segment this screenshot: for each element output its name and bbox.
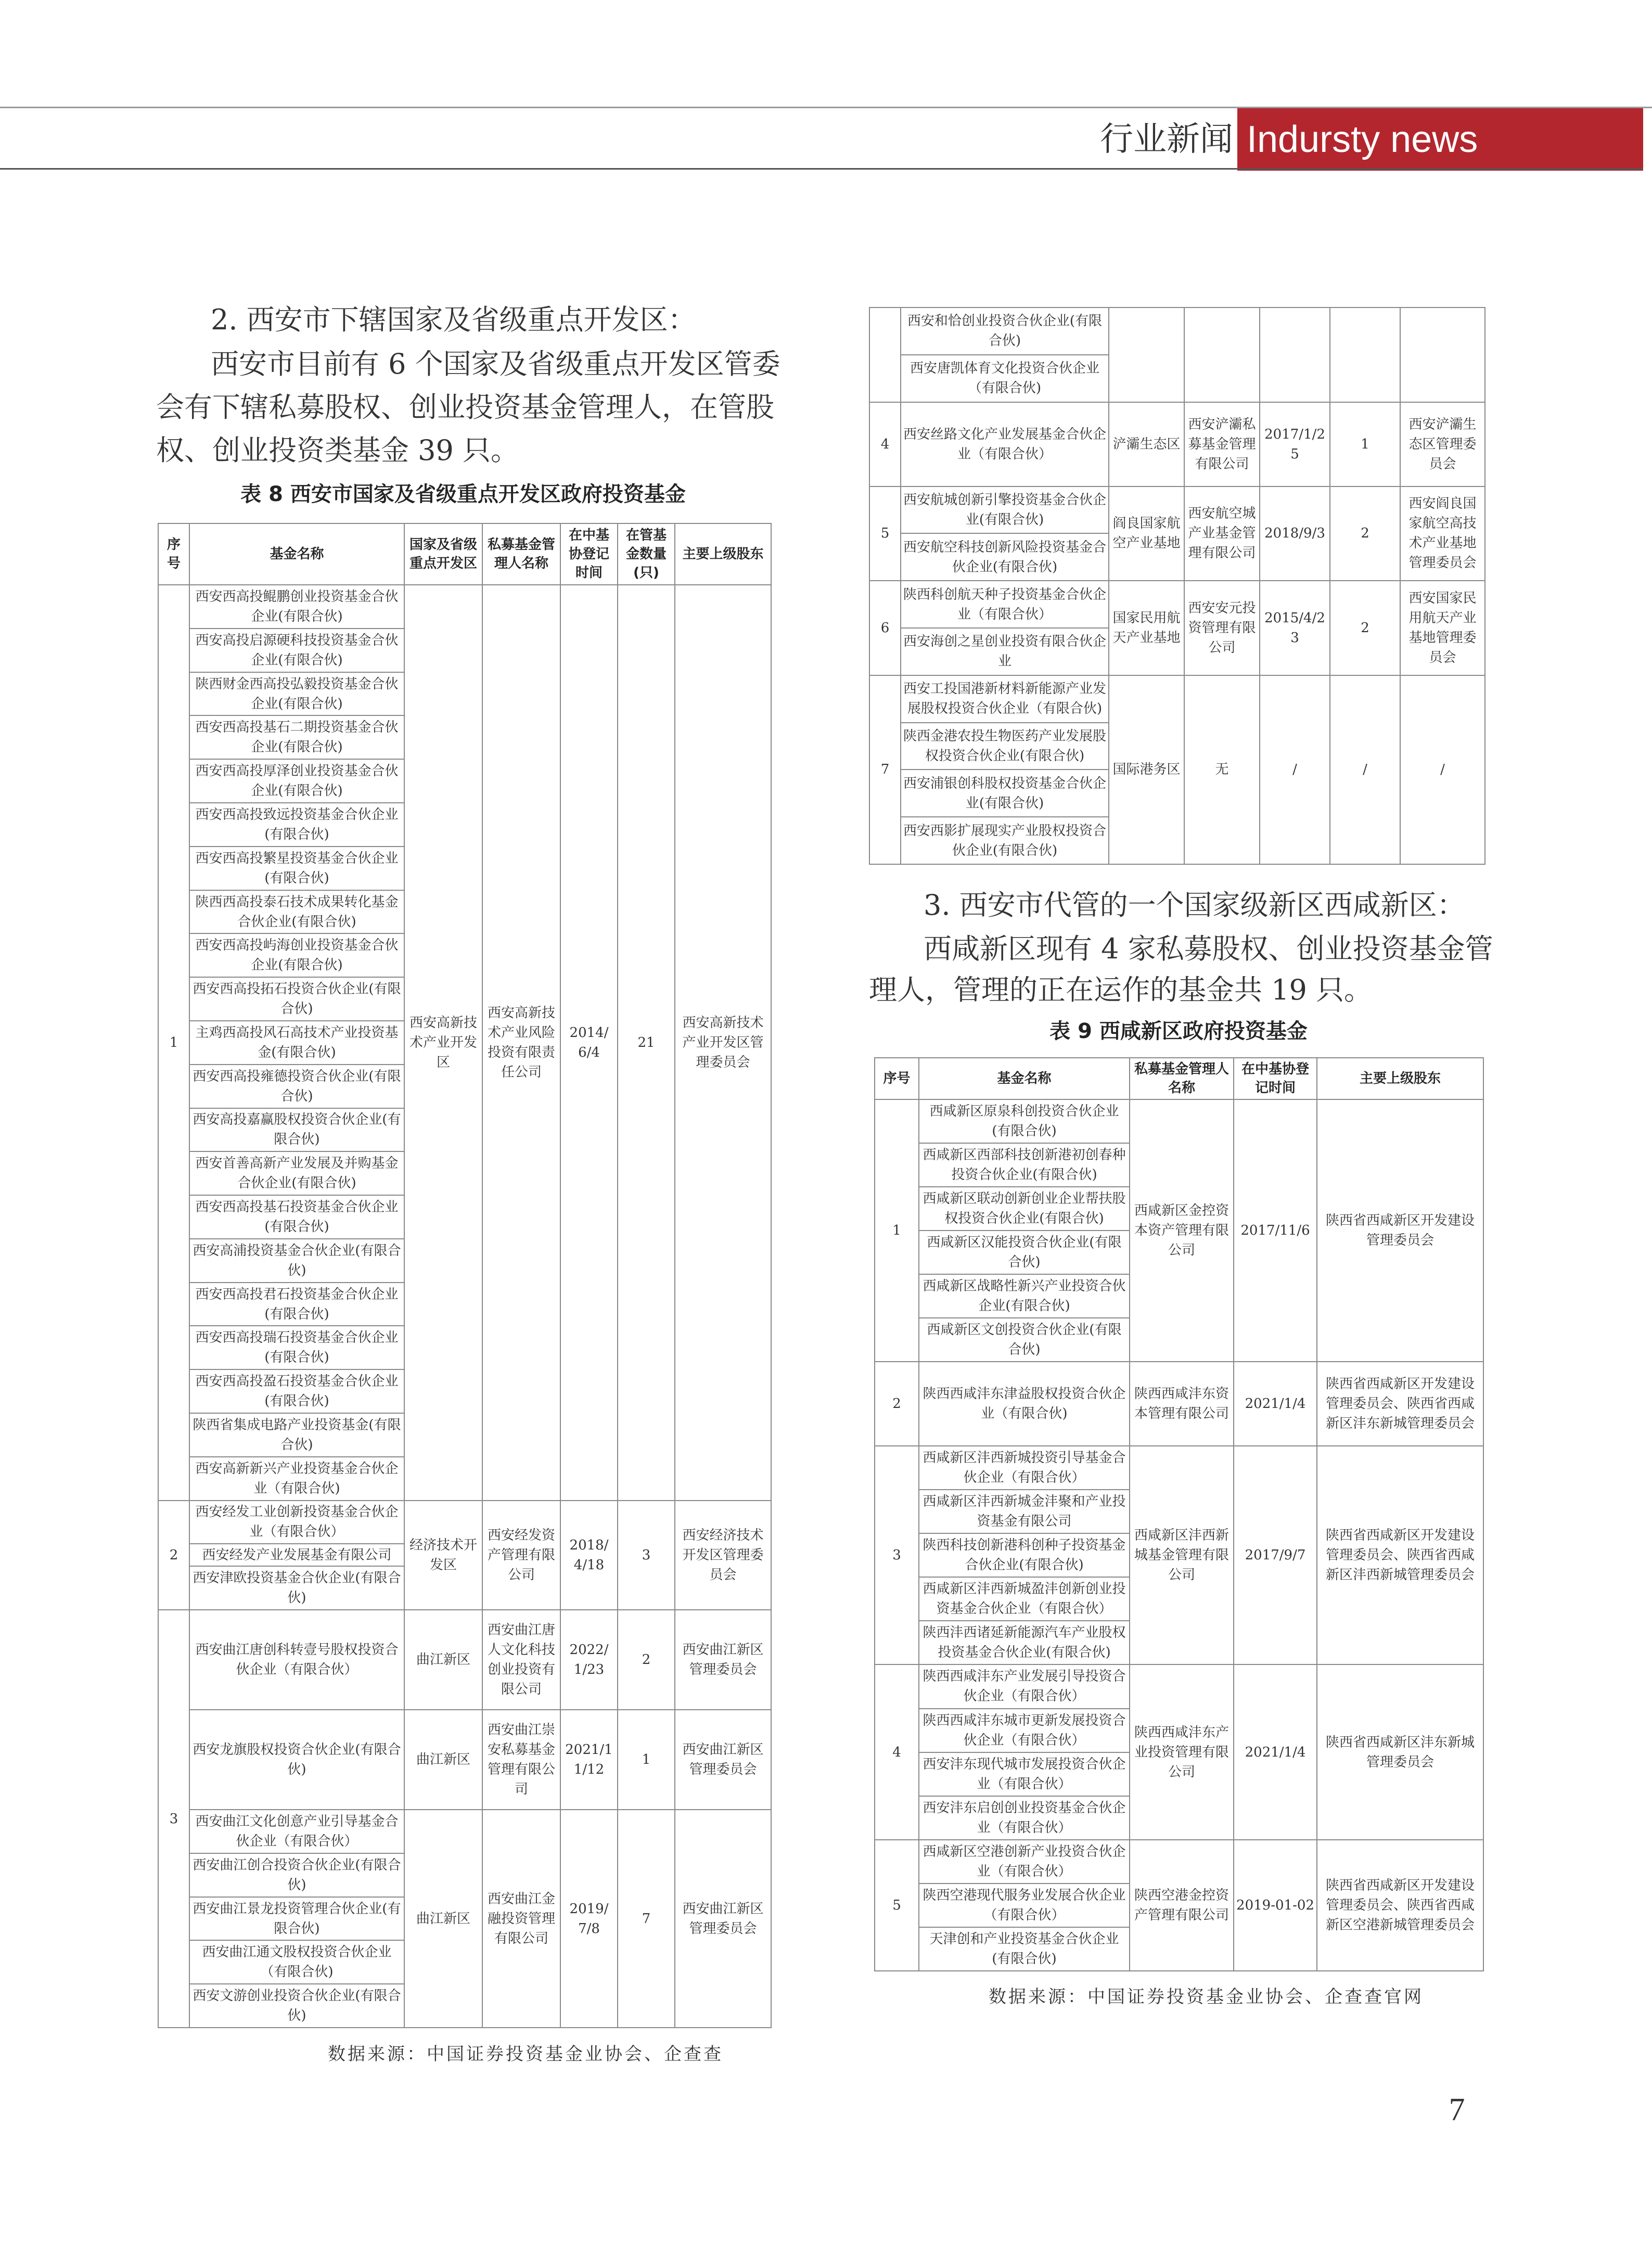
fund-manager: 西安安元投资管理有限公司 bbox=[1184, 581, 1260, 675]
fund-name: 西安唐凯体育文化投资合伙企业（有限合伙) bbox=[901, 355, 1109, 402]
row-number: 4 bbox=[869, 402, 901, 486]
table-row bbox=[869, 675, 1485, 723]
fund-count: 2 bbox=[1330, 486, 1400, 581]
fund-name: 西安丝路文化产业发展基金合伙企业（有限合伙） bbox=[901, 402, 1109, 486]
fund-count: / bbox=[1330, 675, 1400, 864]
row-number: 2 bbox=[158, 1501, 189, 1610]
fund-name: 西安西高投盈石投资基金合伙企业(有限合伙) bbox=[189, 1369, 404, 1413]
registration-date: 2015/4/23 bbox=[1260, 581, 1330, 675]
fund-manager: 西安曲江金融投资管理有限公司 bbox=[482, 1810, 560, 2028]
row-number: 4 bbox=[875, 1664, 919, 1839]
main-shareholder: / bbox=[1400, 675, 1485, 864]
table-row bbox=[875, 1664, 1483, 1708]
development-zone: 西安高新技术产业开发区 bbox=[404, 585, 482, 1500]
development-zone: 阎良国家航空产业基地 bbox=[1109, 486, 1184, 581]
fund-manager: 西安曲江唐人文化科技创业投资有限公司 bbox=[482, 1610, 560, 1710]
column-header: 私募基金管理人名称 bbox=[1130, 1058, 1234, 1099]
continued-cell bbox=[1260, 308, 1330, 402]
registration-date: 2018/9/3 bbox=[1260, 486, 1330, 581]
fund-manager: 西安浐灞私募基金管理有限公司 bbox=[1184, 402, 1260, 486]
main-shareholder: 西安曲江新区管理委员会 bbox=[675, 1710, 771, 1810]
fund-name: 西安航城创新引擎投资基金合伙企业(有限合伙) bbox=[901, 486, 1109, 534]
column-header: 基金名称 bbox=[919, 1058, 1130, 1099]
table9 bbox=[874, 1057, 1484, 1971]
fund-name: 西安西高投屿海创业投资基金合伙企业(有限合伙) bbox=[189, 933, 404, 977]
development-zone: 浐灞生态区 bbox=[1109, 402, 1184, 486]
fund-name: 西安沣东启创创业投资基金合伙企业（有限合伙） bbox=[919, 1796, 1130, 1840]
header-rule bbox=[0, 168, 1643, 170]
main-shareholder: 西安浐灞生态区管理委员会 bbox=[1400, 402, 1485, 486]
table-row bbox=[875, 1362, 1483, 1446]
registration-date: 2021/1/4 bbox=[1234, 1362, 1317, 1446]
main-shareholder: 西安高新技术产业开发区管理委员会 bbox=[675, 585, 771, 1500]
table9-caption: 表 9 西咸新区政府投资基金 bbox=[1049, 1019, 1308, 1043]
table-row bbox=[158, 1610, 771, 1710]
fund-name: 西咸新区沣西新城盈沣创新创业投资基金合伙企业（有限合伙） bbox=[919, 1577, 1130, 1621]
fund-name: 西安西高投雍德投资合伙企业(有限合伙) bbox=[189, 1065, 404, 1108]
fund-name: 西安航空科技创新风险投资基金合伙企业(有限合伙) bbox=[901, 533, 1109, 581]
fund-name: 西安西高投瑞石投资基金合伙企业(有限合伙) bbox=[189, 1326, 404, 1369]
section-heading-3: 3. 西安市代管的一个国家级新区西咸新区： bbox=[924, 889, 1465, 921]
fund-name: 西安曲江文化创意产业引导基金合伙企业（有限合伙） bbox=[189, 1810, 404, 1853]
table-row bbox=[875, 1099, 1483, 1143]
registration-date: / bbox=[1260, 675, 1330, 864]
fund-name: 西咸新区空港创新产业投资合伙企业（有限合伙） bbox=[919, 1840, 1130, 1884]
registration-date: 2021/1/4 bbox=[1234, 1664, 1317, 1839]
column-header: 在中基协登记时间 bbox=[560, 523, 618, 585]
fund-manager: 无 bbox=[1184, 675, 1260, 864]
fund-name: 西安工投国港新材料新能源产业发展股权投资合伙企业（有限合伙) bbox=[901, 675, 1109, 723]
registration-date: 2017/1/25 bbox=[1260, 402, 1330, 486]
fund-name: 西安曲江唐创科转壹号股权投资合伙企业（有限合伙） bbox=[189, 1610, 404, 1710]
fund-manager: 西咸新区沣西新城基金管理有限公司 bbox=[1130, 1446, 1234, 1664]
continued-cell bbox=[1109, 308, 1184, 402]
fund-name: 西安西高投厚泽创业投资基金合伙企业(有限合伙) bbox=[189, 759, 404, 803]
fund-name: 西安文游创业投资合伙企业(有限合伙) bbox=[189, 1984, 404, 2028]
fund-name: 陕西西咸沣东津益股权投资合伙企业（有限合伙) bbox=[919, 1362, 1130, 1446]
development-zone: 国际港务区 bbox=[1109, 675, 1184, 864]
fund-name: 西咸新区文创投资合伙企业(有限合伙) bbox=[919, 1318, 1130, 1362]
fund-name: 西咸新区联动创新创业企业帮扶股权投资合伙企业(有限合伙) bbox=[919, 1187, 1130, 1231]
fund-count: 2 bbox=[1330, 581, 1400, 675]
fund-name: 天津创和产业投资基金合伙企业(有限合伙) bbox=[919, 1927, 1130, 1971]
fund-name: 主鸡西高投风石高技术产业投资基金(有限合伙) bbox=[189, 1021, 404, 1065]
fund-name: 西咸新区沣西新城金沣聚和产业投资基金有限公司 bbox=[919, 1490, 1130, 1533]
column-header: 主要上级股东 bbox=[675, 523, 771, 585]
table9-source: 数据来源：中国证券投资基金业协会、企查查官网 bbox=[989, 1987, 1424, 2007]
main-shareholder: 陕西省西咸新区开发建设管理委员会 bbox=[1317, 1099, 1483, 1362]
fund-name: 西安高投嘉赢股权投资合伙企业(有限合伙) bbox=[189, 1108, 404, 1152]
fund-manager: 陕西西咸沣东资本管理有限公司 bbox=[1130, 1362, 1234, 1446]
fund-manager: 西安曲江崇安私募基金管理有限公司 bbox=[482, 1710, 560, 1810]
table-row bbox=[869, 581, 1485, 628]
fund-name: 西安经发工业创新投资基金合伙企业（有限合伙） bbox=[189, 1501, 404, 1544]
main-shareholder: 陕西省西咸新区开发建设管理委员会、陕西省西咸新区空港新城管理委员会 bbox=[1317, 1840, 1483, 1971]
table-row bbox=[869, 308, 1485, 355]
fund-name: 西咸新区战略性新兴产业投资合伙企业(有限合伙) bbox=[919, 1274, 1130, 1318]
page-number: 7 bbox=[1449, 2092, 1465, 2128]
fund-name: 西安西高投基石投资基金合伙企业(有限合伙) bbox=[189, 1195, 404, 1239]
fund-name: 陕西科创航天种子投资基金合伙企业（有限合伙） bbox=[901, 581, 1109, 628]
fund-manager: 陕西空港金控资产管理有限公司 bbox=[1130, 1840, 1234, 1971]
fund-name: 西咸新区汉能投资合伙企业(有限合伙) bbox=[919, 1231, 1130, 1274]
registration-date: 2021/11/12 bbox=[560, 1710, 618, 1810]
fund-name: 西安西高投鲲鹏创业投资基金合伙企业(有限合伙) bbox=[189, 585, 404, 629]
fund-name: 西安和恰创业投资合伙企业(有限合伙) bbox=[901, 308, 1109, 355]
fund-name: 陕西金港农投生物医药产业发展股权投资合伙企业(有限合伙) bbox=[901, 723, 1109, 770]
fund-name: 陕西空港现代服务业发展合伙企业（有限合伙） bbox=[919, 1884, 1130, 1927]
fund-name: 西安曲江景龙投资管理合伙企业(有限合伙) bbox=[189, 1897, 404, 1941]
table-row bbox=[158, 1710, 771, 1810]
fund-name: 西安沣东现代城市发展投资合伙企业（有限合伙） bbox=[919, 1752, 1130, 1796]
registration-date: 2017/11/6 bbox=[1234, 1099, 1317, 1362]
table-row bbox=[158, 1810, 771, 1853]
fund-name: 西安西高投君石投资基金合伙企业(有限合伙) bbox=[189, 1283, 404, 1326]
row-number: 3 bbox=[875, 1446, 919, 1664]
fund-name: 西安西高投基石二期投资基金合伙企业(有限合伙) bbox=[189, 715, 404, 759]
section-title-cn: 行业新闻 bbox=[1100, 120, 1233, 159]
main-shareholder: 陕西省西咸新区沣东新城管理委员会 bbox=[1317, 1664, 1483, 1839]
section-title-en: Indursty news bbox=[1237, 108, 1643, 171]
main-shareholder: 西安国家民用航天产业基地管理委员会 bbox=[1400, 581, 1485, 675]
fund-name: 陕西西高投泰石技术成果转化基金合伙企业(有限合伙) bbox=[189, 890, 404, 934]
fund-name: 西安曲江创合投资合伙企业(有限合伙) bbox=[189, 1853, 404, 1897]
registration-date: 2019/7/8 bbox=[560, 1810, 618, 2028]
column-header: 在管基金数量(只) bbox=[618, 523, 675, 585]
registration-date: 2018/4/18 bbox=[560, 1501, 618, 1610]
header-row bbox=[875, 1058, 1483, 1099]
row-number: 7 bbox=[869, 675, 901, 864]
fund-name: 西安海创之星创业投资有限合伙企业 bbox=[901, 628, 1109, 675]
registration-date: 2014/6/4 bbox=[560, 585, 618, 1500]
table-row bbox=[875, 1446, 1483, 1490]
paragraph-line: 权、创业投资类基金 39 只。 bbox=[156, 434, 519, 467]
development-zone: 曲江新区 bbox=[404, 1810, 482, 2028]
fund-name: 西咸新区西部科技创新港初创春种投资合伙企业(有限合伙) bbox=[919, 1143, 1130, 1187]
column-header: 序号 bbox=[158, 523, 189, 585]
fund-name: 西安高浦投资基金合伙企业(有限合伙) bbox=[189, 1239, 404, 1283]
fund-name: 西安曲江通文股权投资合伙企业（有限合伙) bbox=[189, 1940, 404, 1984]
development-zone: 曲江新区 bbox=[404, 1710, 482, 1810]
table-row bbox=[875, 1840, 1483, 1884]
fund-name: 西安高新新兴产业投资基金合伙企业（有限合伙) bbox=[189, 1457, 404, 1501]
table-row bbox=[158, 585, 771, 629]
paragraph-line: 理人，管理的正在运作的基金共 19 只。 bbox=[869, 973, 1373, 1006]
table8-caption: 表 8 西安市国家及省级重点开发区政府投资基金 bbox=[240, 482, 686, 506]
fund-manager: 西安航空城产业基金管理有限公司 bbox=[1184, 486, 1260, 581]
row-number: 3 bbox=[158, 1610, 189, 2028]
fund-count: 7 bbox=[618, 1810, 675, 2028]
fund-name: 西咸新区原泉科创投资合伙企业(有限合伙) bbox=[919, 1099, 1130, 1143]
fund-manager: 陕西西咸沣东产业投资管理有限公司 bbox=[1130, 1664, 1234, 1839]
main-shareholder: 陕西省西咸新区开发建设管理委员会、陕西省西咸新区沣东新城管理委员会 bbox=[1317, 1362, 1483, 1446]
registration-date: 2019-01-02 bbox=[1234, 1840, 1317, 1971]
fund-name: 陕西财金西高投弘毅投资基金合伙企业(有限合伙) bbox=[189, 672, 404, 716]
table-row bbox=[158, 1501, 771, 1544]
fund-count: 2 bbox=[618, 1610, 675, 1710]
column-header: 序号 bbox=[875, 1058, 919, 1099]
registration-date: 2017/9/7 bbox=[1234, 1446, 1317, 1664]
fund-name: 西安西影扩展现实产业股权投资合伙企业(有限合伙) bbox=[901, 817, 1109, 864]
fund-count: 21 bbox=[618, 585, 675, 1500]
fund-name: 西安西高投拓石投资合伙企业(有限合伙) bbox=[189, 977, 404, 1021]
fund-name: 西安经发产业发展基金有限公司 bbox=[189, 1544, 404, 1566]
main-shareholder: 西安曲江新区管理委员会 bbox=[675, 1610, 771, 1710]
row-number: 5 bbox=[869, 486, 901, 581]
column-header: 国家及省级重点开发区 bbox=[404, 523, 482, 585]
column-header: 私募基金管理人名称 bbox=[482, 523, 560, 585]
fund-name: 西咸新区沣西新城投资引导基金合伙企业（有限合伙） bbox=[919, 1446, 1130, 1490]
fund-name: 西安西高投繁星投资基金合伙企业(有限合伙) bbox=[189, 847, 404, 890]
registration-date: 2022/1/23 bbox=[560, 1610, 618, 1710]
fund-name: 陕西西咸沣东产业发展引导投资合伙企业（有限合伙） bbox=[919, 1664, 1130, 1708]
fund-manager: 西咸新区金控资本资产管理有限公司 bbox=[1130, 1099, 1234, 1362]
fund-name: 陕西省集成电路产业投资基金(有限合伙) bbox=[189, 1413, 404, 1457]
development-zone: 曲江新区 bbox=[404, 1610, 482, 1710]
fund-name: 西安浦银创科股权投资基金合伙企业(有限合伙) bbox=[901, 770, 1109, 817]
main-shareholder: 西安曲江新区管理委员会 bbox=[675, 1810, 771, 2028]
row-number bbox=[869, 308, 901, 402]
fund-manager: 西安高新技术产业风险投资有限责任公司 bbox=[482, 585, 560, 1500]
row-number: 1 bbox=[875, 1099, 919, 1362]
main-shareholder: 西安阎良国家航空高技术产业基地管理委员会 bbox=[1400, 486, 1485, 581]
column-header: 基金名称 bbox=[189, 523, 404, 585]
fund-name: 西安龙旗股权投资合伙企业(有限合伙) bbox=[189, 1710, 404, 1810]
continued-cell bbox=[1400, 308, 1485, 402]
fund-count: 3 bbox=[618, 1501, 675, 1610]
table8-continued bbox=[869, 307, 1485, 865]
continued-cell bbox=[1184, 308, 1260, 402]
continued-cell bbox=[1330, 308, 1400, 402]
development-zone: 国家民用航天产业基地 bbox=[1109, 581, 1184, 675]
column-header: 在中基协登记时间 bbox=[1234, 1058, 1317, 1099]
row-number: 1 bbox=[158, 585, 189, 1500]
fund-name: 西安津欧投资基金合伙企业(有限合伙) bbox=[189, 1566, 404, 1610]
column-header: 主要上级股东 bbox=[1317, 1058, 1483, 1099]
header-row bbox=[158, 523, 771, 585]
fund-name: 陕西科技创新港科创种子投资基金合伙企业(有限合伙) bbox=[919, 1533, 1130, 1577]
fund-name: 西安首善高新产业发展及并购基金合伙企业(有限合伙) bbox=[189, 1151, 404, 1195]
fund-name: 陕西沣西诸延新能源汽车产业股权投资基金合伙企业(有限合伙) bbox=[919, 1621, 1130, 1664]
row-number: 2 bbox=[875, 1362, 919, 1446]
fund-name: 西安高投启源硬科技投资基金合伙企业(有限合伙) bbox=[189, 629, 404, 672]
row-number: 5 bbox=[875, 1840, 919, 1971]
table-row bbox=[869, 486, 1485, 534]
table8 bbox=[158, 523, 772, 2028]
fund-manager: 西安经发资产管理有限公司 bbox=[482, 1501, 560, 1610]
row-number: 6 bbox=[869, 581, 901, 675]
paragraph-line: 会有下辖私募股权、创业投资基金管理人，在管股 bbox=[156, 391, 774, 424]
table8-source: 数据来源：中国证券投资基金业协会、企查查 bbox=[328, 2044, 723, 2065]
paragraph-line: 西安市目前有 6 个国家及省级重点开发区管委 bbox=[211, 348, 780, 380]
fund-count: 1 bbox=[618, 1710, 675, 1810]
fund-count: 1 bbox=[1330, 402, 1400, 486]
fund-name: 西安西高投致远投资基金合伙企业(有限合伙) bbox=[189, 803, 404, 847]
table-row bbox=[869, 402, 1485, 486]
main-shareholder: 陕西省西咸新区开发建设管理委员会、陕西省西咸新区沣西新城管理委员会 bbox=[1317, 1446, 1483, 1664]
section-heading-2: 2. 西安市下辖国家及省级重点开发区： bbox=[211, 303, 696, 336]
main-shareholder: 西安经济技术开发区管理委员会 bbox=[675, 1501, 771, 1610]
fund-name: 陕西西咸沣东城市更新发展投资合伙企业（有限合伙） bbox=[919, 1709, 1130, 1752]
paragraph-line: 西咸新区现有 4 家私募股权、创业投资基金管 bbox=[924, 932, 1493, 965]
development-zone: 经济技术开发区 bbox=[404, 1501, 482, 1610]
